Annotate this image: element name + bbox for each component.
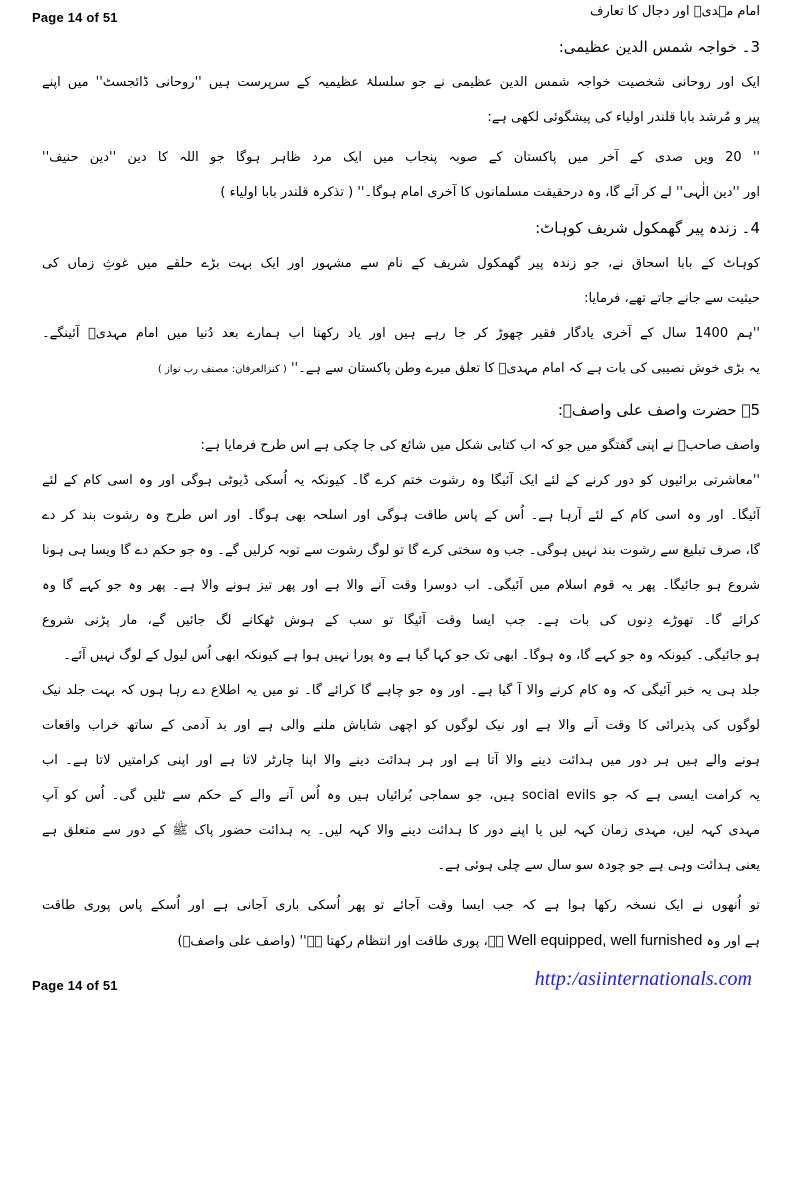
quote-line: اور ''دین الٰہی'' لے کر آئے گا، وہ درحقیقت مسلمانوں کا آخری امام ہوگا۔'' ( تذکرہ قلندر بابا اولیاء ): [220, 185, 760, 200]
page-header: [32, 0, 760, 30]
body-line: ''معاشرتی برائیوں کو دور کرنے کے لئے ایک آئیگا وہ رشوت ختم کرے گا۔ کیونکہ یہ اُسکی ڈیوٹی ہوگی اور وہ اسی کام کے لئے: [42, 473, 760, 488]
paragraph-line: حیثیت سے جانے جاتے تھے، فرمایا:: [584, 291, 760, 306]
english-phrase: Well equipped, well furnished: [507, 932, 703, 949]
closing-line: تو اُنھوں نے ایک نسخہ رکھا ہوا ہے کہ جب ایسا وقت آجائے تو پھر اُسکی باری آجانی ہے اور اُسکے پاس پوری طاقت: [42, 898, 760, 913]
body-line: مہدی کہہ لیں، مہدی زمان کہہ لیں یا اپنے دور کا ہدائت دینے والا کہہ لیں۔ یہ ہدائت حضور پاک ﷺ کے دور سے متعلق ہے: [42, 823, 760, 838]
document-body: [42, 36, 760, 953]
paragraph-line: کوہاٹ کے بابا اسحاق نے، جو زندہ پیر گھمکول شریف کے نام سے مشہور اور ایک بہت بڑے حلقے میں غوثِ زماں کی: [42, 256, 760, 271]
paragraph-line: پیر و مُرشد بابا قلندر اولیاء کی پیشگوئی لکھی ہے:: [487, 110, 760, 125]
page-number-footer: Page 14 of 51: [32, 978, 118, 993]
body-line: گا، صرف تبلیغ سے رشوت بند نہیں ہوگی۔ جب وہ سختی کرے گا تو لوگ رشوت سے توبہ کرلیں گے۔ وہ جو حکم دے گا ویسا ہی ہونا: [42, 543, 760, 558]
section-4-heading: 4۔ زندہ پیر گھمکول شریف کوہاٹ:: [535, 219, 760, 237]
body-line: ہونے والے ہیں ہر دور میں ہدائت دینے والا آتا ہے اور ہر ہدائت دینے والا اپنا چارٹر لاتا ہے اور اپنی کرامتیں لاتا ہے۔ اب: [42, 753, 760, 768]
body-line: آئیگا۔ اور وہ اسی کام کے لئے آرہا ہے۔ اُس کے پاس طاقت ہوگی اور اسلحہ بھی ہوگا۔ اور اس طرح وہ رشوت بند کر دے: [42, 508, 760, 523]
page-footer: [32, 966, 752, 1014]
section-3-heading: 3۔ خواجہ شمس الدین عظیمی:: [558, 38, 760, 56]
body-line: جلد ہی یہ خبر آئیگی کہ وہ کام کرنے والا آ گیا ہے۔ اور وہ جو چاہے گا کرائے گا۔ تو میں یہ اطلاع دے رہا ہوں کہ بہت جلد نیک: [42, 683, 760, 698]
body-line: کرائے گا۔ تھوڑے دِنوں کی بات ہے۔ جب ایسا وقت آئیگا تو سب کے ہوش ٹھکانے لگ جائیں گے، مار پڑنی شروع: [42, 613, 760, 628]
body-line: شروع ہو جائیگا۔ پھر یہ قوم اسلام میں آئیگی۔ اب دوسرا وقت آنے والا ہے اور پھر تیز ہونے والا ہے۔ پھر وہ جو کہے گا وہ: [42, 578, 760, 593]
quote-line: ''ہم 1400 سال کے آخری یادگار فقیر چھوڑ کر جا رہے ہیں اور یاد رکھنا اب ہمارے بعد دُنیا میں امام مہدیؑ آئینگے۔: [42, 326, 760, 341]
running-title: امام مہدیؑ اور دجال کا تعارف: [590, 4, 760, 19]
paragraph-line: ایک اور روحانی شخصیت خواجہ شمس الدین عظیمی نے جو سلسلۂ عظیمیہ کے سرپرست ہیں ''روحانی ڈائجسٹ'' میں اپنے: [42, 75, 760, 90]
closing-text: ہے اور وہ: [702, 934, 760, 949]
body-line: یہ کرامت ایسی ہے کہ جو social evils ہیں، جو سماجی بُرائیاں ہیں وہ اُس آنے والے کے حکم سے ٹلیں گی۔ اُس کو آپ: [42, 788, 760, 803]
body-line: لوگوں کی پذیرائی کا وقت آنے والا ہے اور نیک لوگوں کو اچھی شاباش ملنے والی ہے اور بد آدمی کے ساتھ خراب واقعات: [42, 718, 760, 733]
quote-text: یہ بڑی خوش نصیبی کی بات ہے کہ امام مہدیؑ کا تعلق میرے وطن پاکستان سے ہے۔'': [290, 361, 760, 376]
footer-link[interactable]: http:/asiinternationals.com: [534, 968, 752, 990]
citation: ( کنزالعرفان: مصنف رب نواز ): [157, 364, 287, 375]
paragraph-line: واصف صاحبؒ نے اپنی گفتگو میں جو کہ اب کتابی شکل میں شائع کی جا چکی ہے اس طرح فرمایا ہے:: [200, 438, 760, 453]
closing-line: [42, 930, 760, 953]
closing-text: ہے، پوری طاقت اور انتظام رکھتا ہے'': [299, 934, 504, 949]
section-5-heading: 5۔ حضرت واصف علی واصفؒ:: [557, 401, 760, 419]
body-line: ہو جائیگی۔ کیونکہ وہ جو کہے گا، وہ ہوگا۔ ابھی تک جو کہا گیا ہے وہ پورا نہیں ہوا ہے کیونکہ ابھی اُس لیول کے لوگ نہیں آئے۔: [63, 648, 760, 663]
page-number-header: Page 14 of 51: [32, 10, 118, 25]
quote-line: '' 20 ویں صدی کے آخر میں پاکستان کے صوبہ پنجاب میں ایک مرد ظاہر ہوگا جو اللہ کا دین ''دین حنیف'': [42, 150, 761, 165]
body-line: یعنی ہدائت وہی ہے جو چودہ سو سال سے چلی ہوئی ہے۔: [437, 858, 760, 873]
closing-citation: (واصف علی واصفؒ): [177, 934, 296, 949]
quote-line: [42, 358, 760, 381]
